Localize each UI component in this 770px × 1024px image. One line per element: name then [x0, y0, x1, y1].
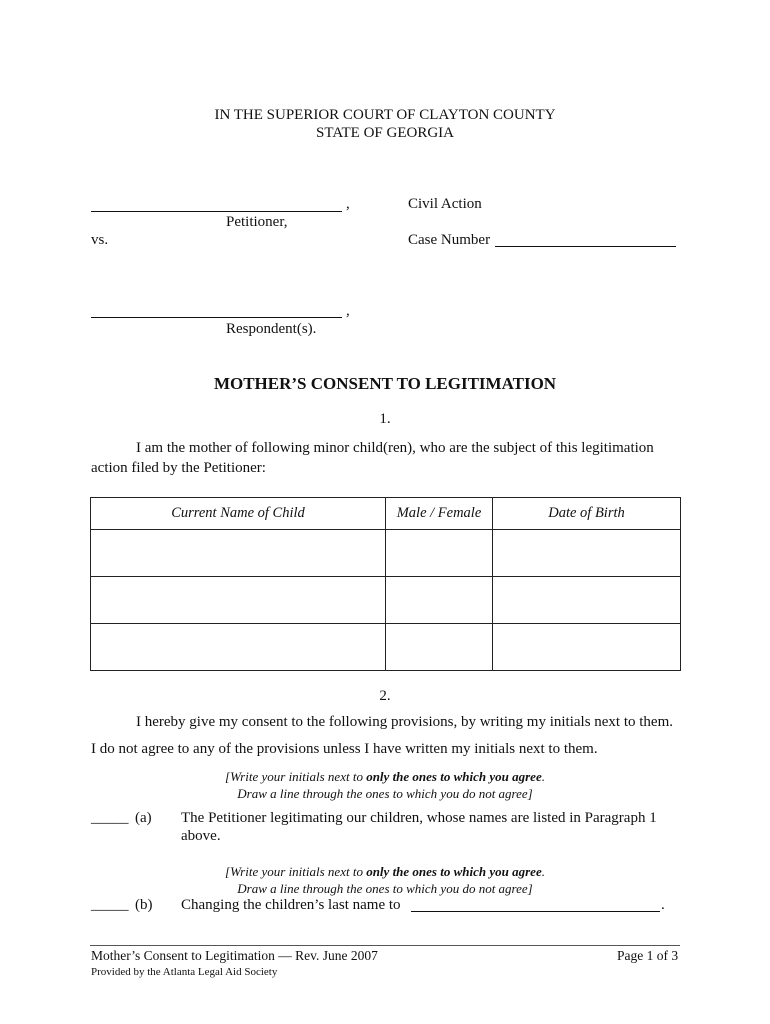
- section-1-text-line1: I am the mother of following minor child(ren), who are the subject of this legitimation: [136, 440, 654, 456]
- new-last-name-field[interactable]: [411, 911, 660, 912]
- children-table: [90, 497, 681, 671]
- table-row: [91, 624, 681, 671]
- child-birth-date-cell[interactable]: [493, 624, 681, 671]
- child-birth-date-cell[interactable]: [493, 577, 681, 624]
- instruction-line2: Draw a line through the ones to which you do not agree]: [237, 786, 533, 801]
- case-number-field[interactable]: [495, 246, 676, 247]
- child-name-cell[interactable]: [91, 624, 386, 671]
- respondent-label: Respondent(s).: [226, 321, 317, 337]
- child-birth-date-cell[interactable]: [493, 530, 681, 577]
- footer-divider: [90, 945, 680, 946]
- instruction-line1: [Write your initials next to only the ones to which you agree.: [225, 864, 545, 879]
- instruction-block: [0, 863, 770, 897]
- petitioner-label: Petitioner,: [226, 214, 288, 230]
- respondent-comma: ,: [346, 303, 350, 319]
- provision-b-label: (b): [135, 897, 153, 913]
- table-header-row: [91, 498, 681, 530]
- column-header-sex: Male / Female: [386, 498, 493, 530]
- child-name-cell[interactable]: [91, 530, 386, 577]
- footer-form-title: Mother’s Consent to Legitimation — Rev. June 2007: [91, 948, 378, 963]
- section-2-number: 2.: [379, 688, 391, 704]
- child-name-cell[interactable]: [91, 577, 386, 624]
- column-header-birth-date: Date of Birth: [493, 498, 681, 530]
- respondent-name-field[interactable]: [91, 317, 342, 318]
- document-title: MOTHER’S CONSENT TO LEGITIMATION: [213, 374, 557, 393]
- child-sex-cell[interactable]: [386, 577, 493, 624]
- table-row: [91, 577, 681, 624]
- instruction-block: [0, 768, 770, 802]
- section-2-text-line2: I do not agree to any of the provisions unless I have written my initials next to them.: [91, 741, 598, 757]
- case-number-label: Case Number: [408, 232, 491, 248]
- civil-action-label: Civil Action: [408, 196, 482, 212]
- vs-label: vs.: [91, 232, 109, 248]
- provision-a-text-line2: above.: [181, 828, 221, 844]
- instruction-line2: Draw a line through the ones to which you do not agree]: [237, 881, 533, 896]
- initials-blank-a[interactable]: _____: [91, 810, 129, 826]
- table-row: [91, 530, 681, 577]
- court-name: IN THE SUPERIOR COURT OF CLAYTON COUNTY: [214, 107, 556, 123]
- section-2-text-line1: I hereby give my consent to the following provisions, by writing my initials next to them.: [136, 714, 674, 730]
- petitioner-name-field[interactable]: [91, 211, 342, 212]
- provision-b-text: Changing the children’s last name to: [181, 897, 401, 913]
- column-header-child-name: Current Name of Child: [91, 498, 386, 530]
- provision-b-period: .: [661, 897, 665, 913]
- provision-a-text-line1: The Petitioner legitimating our children, whose names are listed in Paragraph 1: [181, 810, 657, 826]
- provision-a-label: (a): [135, 810, 152, 826]
- court-state: STATE OF GEORGIA: [316, 125, 454, 141]
- petitioner-comma: ,: [346, 196, 350, 212]
- footer-provider: Provided by the Atlanta Legal Aid Society: [91, 966, 278, 978]
- instruction-line1: [Write your initials next to only the ones to which you agree.: [225, 769, 545, 784]
- section-1-number: 1.: [379, 411, 391, 427]
- child-sex-cell[interactable]: [386, 530, 493, 577]
- initials-blank-b[interactable]: _____: [91, 897, 129, 913]
- section-1-text-line2: action filed by the Petitioner:: [91, 460, 266, 476]
- child-sex-cell[interactable]: [386, 624, 493, 671]
- footer-page-number: Page 1 of 3: [617, 948, 679, 963]
